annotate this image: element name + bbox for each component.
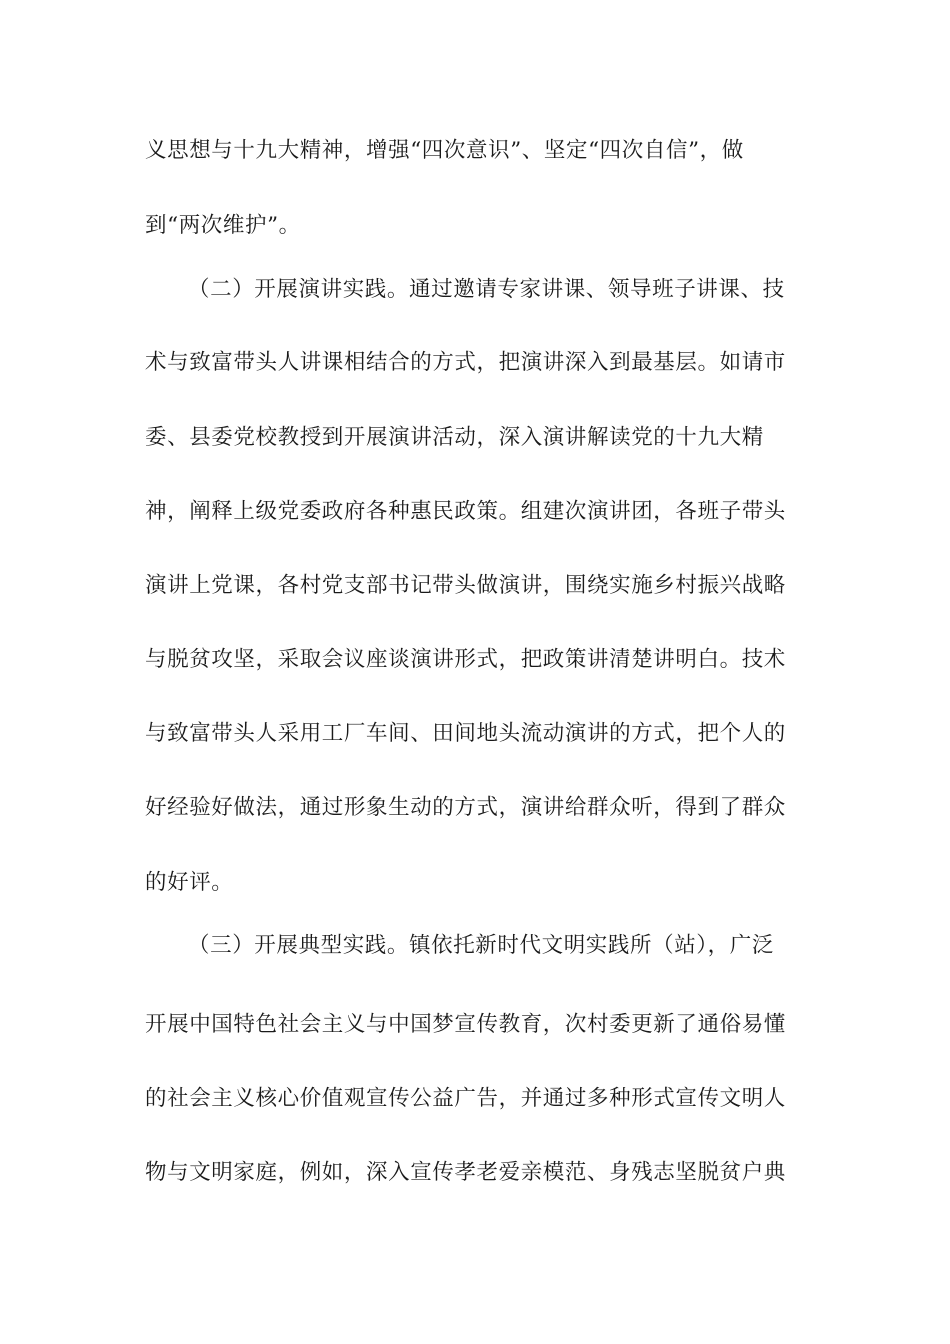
paragraph-heading-line: （二）开展演讲实践。通过邀请专家讲课、领导班子讲课、技 [188,277,785,302]
text-line: 委、县委党校教授到开展演讲活动，深入演讲解读党的十九大精 [145,425,764,450]
text-line: 开展中国特色社会主义与中国梦宣传教育，次村委更新了通俗易懂 [145,1012,786,1037]
paragraph-heading-line: （三）开展典型实践。镇依托新时代文明实践所（站），广泛 [188,933,774,958]
text-line: 到“两次维护”。 [145,213,301,238]
text-line: 术与致富带头人讲课相结合的方式，把演讲深入到最基层。如请市 [145,350,786,375]
text-line: 好经验好做法，通过形象生动的方式，演讲给群众听，得到了群众 [145,795,786,820]
text-line: 的好评。 [145,870,234,895]
text-line: 的社会主义核心价值观宣传公益广告，并通过多种形式宣传文明人 [145,1086,786,1111]
text-line: 与致富带头人采用工厂车间、田间地头流动演讲的方式，把个人的 [145,721,786,746]
text-line: 与脱贫攻坚，采取会议座谈演讲形式，把政策讲清楚讲明白。技术 [145,647,786,672]
text-line: 物与文明家庭，例如，深入宣传孝老爱亲模范、身残志坚脱贫户典 [145,1160,786,1185]
text-line: 演讲上党课，各村党支部书记带头做演讲，围绕实施乡村振兴战略 [145,573,786,598]
text-line: 义思想与十九大精神，增强“四次意识”、坚定“四次自信”，做 [145,138,744,163]
text-line: 神，阐释上级党委政府各种惠民政策。组建次演讲团，各班子带头 [145,499,786,524]
